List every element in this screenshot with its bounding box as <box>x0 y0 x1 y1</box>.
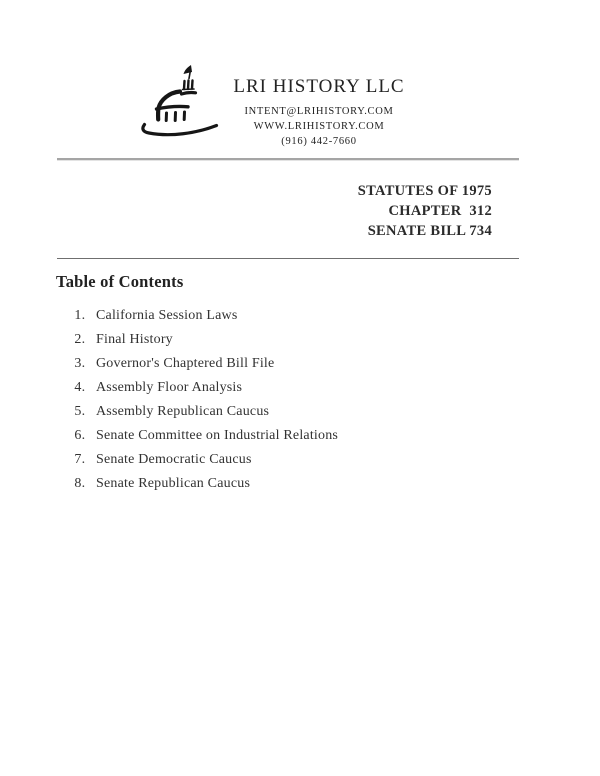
toc-item: 4. Assembly Floor Analysis <box>89 379 536 396</box>
toc-heading: Table of Contents <box>56 272 184 291</box>
chapter-line: CHAPTER 312 <box>388 203 492 219</box>
toc-item: 5. Assembly Republican Caucus <box>89 403 536 420</box>
capitol-building-logo-icon <box>140 62 220 138</box>
toc-item: 1. California Session Laws <box>89 307 536 324</box>
company-email: INTENT@LRIHISTORY.COM <box>244 106 394 117</box>
company-website: WWW.LRIHISTORY.COM <box>253 121 385 132</box>
divider-top <box>57 158 519 160</box>
toc-item: 8. Senate Republican Caucus <box>89 475 536 492</box>
senate-bill-line: SENATE BILL 734 <box>367 223 492 239</box>
toc-item: 6. Senate Committee on Industrial Relations <box>89 427 536 444</box>
company-phone: (916) 442-7660 <box>281 136 357 147</box>
toc-item: 3. Governor's Chaptered Bill File <box>89 355 536 372</box>
statutes-line: STATUTES OF 1975 <box>357 183 492 199</box>
letterhead-contact-block <box>226 76 412 149</box>
toc-item: 2. Final History <box>89 331 536 348</box>
company-name: LRI HISTORY LLC <box>233 76 405 97</box>
divider-bottom <box>57 258 519 259</box>
table-of-contents <box>56 272 536 499</box>
bill-reference-block <box>358 181 492 241</box>
toc-item: 7. Senate Democratic Caucus <box>89 451 536 468</box>
toc-list <box>56 307 536 492</box>
